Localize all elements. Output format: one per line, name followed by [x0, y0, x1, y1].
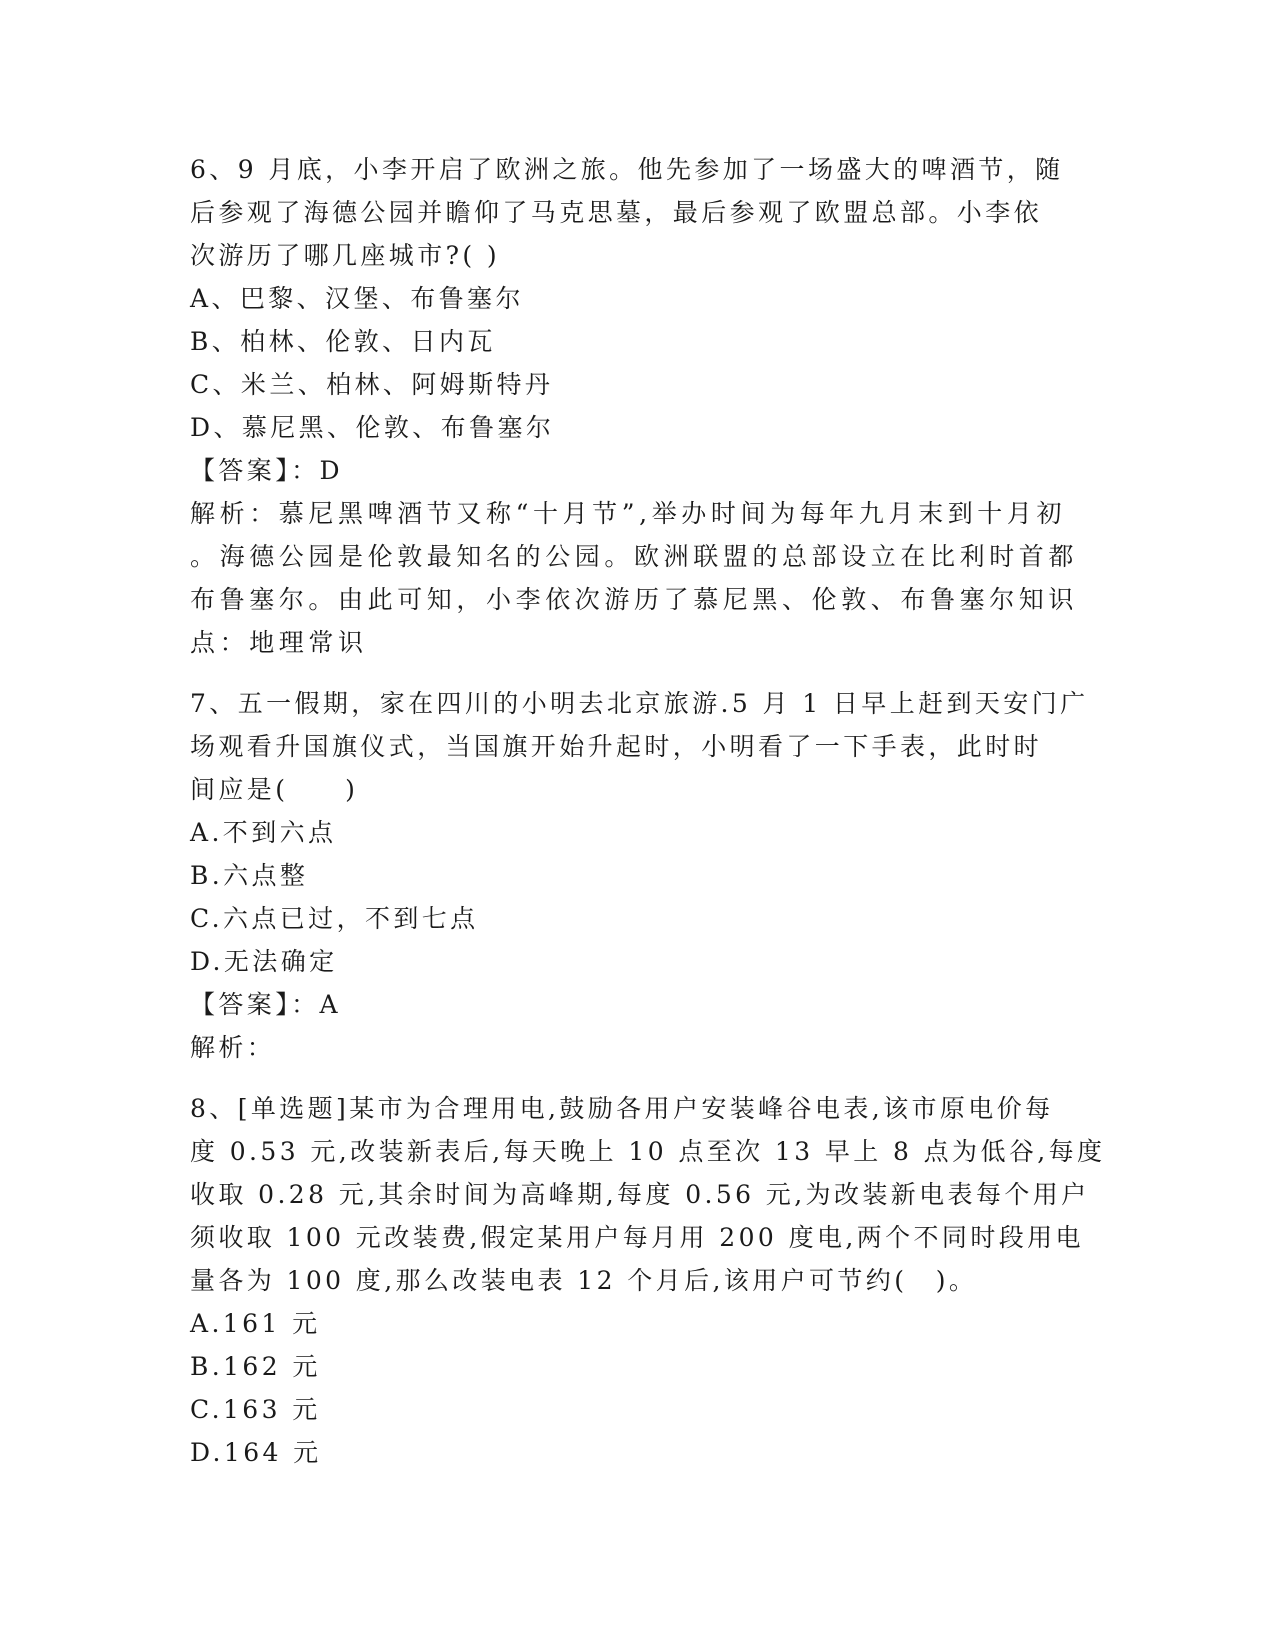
analysis-line: 。海德公园是伦敦最知名的公园。欧洲联盟的总部设立在比利时首都	[190, 542, 1079, 571]
question-stem-line: 6、9 月底，小李开启了欧洲之旅。他先参加了一场盛大的啤酒节，随	[190, 155, 1064, 184]
option-a: A.不到六点	[190, 818, 337, 847]
analysis-line: 布鲁塞尔。由此可知，小李依次游历了慕尼黑、伦敦、布鲁塞尔知识	[190, 585, 1079, 614]
question-stem-line: 度 0.53 元,改装新表后,每天晚上 10 点至次 13 早上 8 点为低谷,每度	[190, 1137, 1106, 1166]
question-stem-line: 场观看升国旗仪式，当国旗开始升起时，小明看了一下手表，此时时	[190, 732, 1043, 761]
option-c: C.六点已过，不到七点	[190, 904, 479, 933]
question-stem-line: 次游历了哪几座城市?( )	[190, 241, 501, 270]
option-a: A.161 元	[190, 1309, 321, 1338]
question-stem-line: 7、五一假期，家在四川的小明去北京旅游.5 月 1 日早上赶到天安门广	[190, 689, 1089, 718]
question-6	[190, 148, 1090, 664]
analysis-line: 点：地理常识	[190, 628, 368, 657]
analysis-line: 解析：	[190, 1033, 276, 1062]
option-b: B.162 元	[190, 1352, 321, 1381]
option-c: C、米兰、柏林、阿姆斯特丹	[190, 370, 554, 399]
answer-line: 【答案】：A	[190, 990, 341, 1019]
answer-line: 【答案】：D	[190, 456, 343, 485]
question-7	[190, 682, 1090, 1069]
option-b: B.六点整	[190, 861, 309, 890]
option-c: C.163 元	[190, 1395, 321, 1424]
option-d: D.无法确定	[190, 947, 338, 976]
question-stem-line: 后参观了海德公园并瞻仰了马克思墓，最后参观了欧盟总部。小李依	[190, 198, 1043, 227]
option-d: D.164 元	[190, 1438, 322, 1467]
question-stem-line: 量各为 100 度,那么改装电表 12 个月后,该用户可节约( )。	[190, 1266, 978, 1295]
option-a: A、巴黎、汉堡、布鲁塞尔	[190, 284, 524, 313]
question-stem-line: 须收取 100 元改装费,假定某用户每月用 200 度电,两个不同时段用电	[190, 1223, 1084, 1252]
option-b: B、柏林、伦敦、日内瓦	[190, 327, 496, 356]
question-stem-line: 8、[单选题]某市为合理用电,鼓励各用户安装峰谷电表,该市原电价每	[190, 1094, 1054, 1123]
option-d: D、慕尼黑、伦敦、布鲁塞尔	[190, 413, 555, 442]
question-8	[190, 1087, 1106, 1474]
question-stem-line: 收取 0.28 元,其余时间为高峰期,每度 0.56 元,为改装新电表每个用户	[190, 1180, 1090, 1209]
page-content	[190, 148, 1106, 1474]
analysis-line: 解析：慕尼黑啤酒节又称“十月节”,举办时间为每年九月末到十月初	[190, 499, 1067, 528]
question-stem-line: 间应是( )	[190, 775, 359, 804]
